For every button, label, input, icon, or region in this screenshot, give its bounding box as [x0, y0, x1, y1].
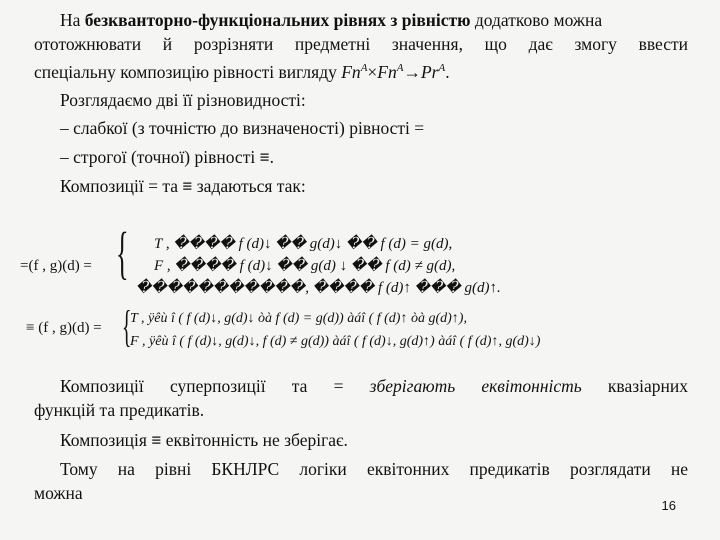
para1-line3: спеціальну композицію рівності вигляду $Fn^A\times Fn^A\to Pr^A$.	[34, 61, 450, 82]
composition-formula: $Fn^A\times Fn^A\to Pr^A$	[341, 61, 446, 82]
para3: Композиції = та ≡ задаються так:	[60, 176, 306, 196]
para4-line1: Композиції суперпозиції та = зберігають еквітонність квазіарних	[60, 376, 689, 396]
formula2-lhs: ≡ (f , g)(d) =	[26, 320, 102, 336]
para4-line2: функцій та предикатів.	[34, 400, 205, 420]
para6-line1: Тому на рівні БКНЛРС логіки еквітонних предикатів розглядати не	[60, 459, 688, 479]
list-item-strict: – строгої (точної) рівності ≡.	[60, 147, 274, 167]
formula1-row2: F , ���� f (d)↓ �� g(d) ↓ �� f (d) ≠ g(d),	[154, 258, 456, 274]
page-number: 16	[661, 498, 676, 513]
formula2-row2: F , ÿêù î ( f (d)↓, g(d)↓, f (d) ≠ g(d)) àáî ( f (d)↓, g(d)↑) àáî ( f (d)↑, g(d)↓)	[130, 334, 541, 349]
formula2-row1: T , ÿêù î ( f (d)↓, g(d)↓ òà f (d) = g(d)) àáî ( f (d)↑ òà g(d)↑),	[130, 311, 467, 326]
formula1-brace: {	[116, 220, 129, 285]
para1-line2: ототожнювати й розрізняти предметні значення, що дає змогу ввести	[34, 34, 688, 54]
para6-line2: можна	[34, 483, 83, 503]
bold-term: безкванторно-функціональних рівнях з рівністю	[84, 10, 471, 30]
para1-line1: На безкванторно-функціональних рівнях з рівністю додатково можна	[60, 10, 603, 30]
formula1-lhs: =(f , g)(d) =	[20, 258, 92, 274]
para5: Композиція ≡ еквітонність не зберігає.	[60, 430, 348, 450]
formula1-row1: T , ���� f (d)↓ �� g(d)↓ �� f (d) = g(d),	[154, 236, 453, 252]
list-item-weak: – слабкої (з точністю до визначеності) рівності =	[60, 118, 425, 138]
formula2-brace: {	[122, 302, 132, 351]
formula1-row3: �����������, ���� f (d)↑ ��� g(d)↑.	[136, 280, 501, 296]
para2: Розглядаємо дві її різновидності:	[60, 90, 306, 110]
